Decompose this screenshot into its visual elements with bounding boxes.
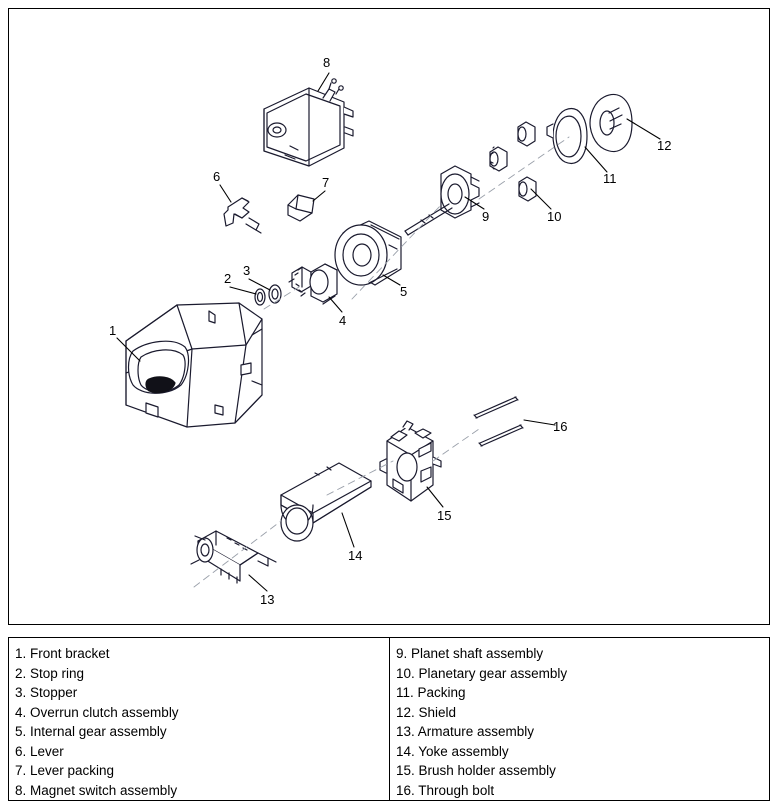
part-brush-holder-assembly xyxy=(380,421,441,501)
legend-item: 4. Overrun clutch assembly xyxy=(15,704,179,720)
legend-item: 9. Planet shaft assembly xyxy=(396,646,544,661)
legend-column-left xyxy=(9,638,389,800)
legend xyxy=(8,637,770,801)
part-lever-packing xyxy=(288,195,314,221)
legend-item: 13. Armature assembly xyxy=(396,724,535,739)
legend-item: 1. Front bracket xyxy=(15,646,110,661)
callout-1: 1 xyxy=(109,323,117,338)
callout-3: 3 xyxy=(243,263,251,278)
part-planet-shaft-assembly xyxy=(405,166,479,235)
callout-6: 6 xyxy=(213,169,221,184)
callout-10: 10 xyxy=(547,209,562,224)
callout-13: 13 xyxy=(260,592,275,607)
callout-12: 12 xyxy=(657,138,672,153)
part-magnet-switch-assembly xyxy=(264,79,353,166)
legend-column-right xyxy=(389,638,769,800)
part-internal-gear-assembly xyxy=(335,221,401,285)
part-stop-ring xyxy=(255,289,265,305)
callout-14: 14 xyxy=(348,548,363,563)
callout-11: 11 xyxy=(603,171,617,186)
callout-2: 2 xyxy=(224,271,232,286)
legend-item: 15. Brush holder assembly xyxy=(396,763,556,778)
exploded-diagram-panel xyxy=(8,8,770,625)
callout-5: 5 xyxy=(400,284,408,299)
callout-8: 8 xyxy=(323,55,331,70)
legend-item: 10. Planetary gear assembly xyxy=(396,665,568,681)
legend-item: 12. Shield xyxy=(396,704,457,720)
legend-item: 8. Magnet switch assembly xyxy=(15,782,178,798)
legend-item: 11. Packing xyxy=(396,685,466,700)
callout-16: 16 xyxy=(553,419,568,434)
callout-4: 4 xyxy=(339,313,347,328)
legend-item: 6. Lever xyxy=(15,743,64,759)
part-lever xyxy=(224,198,261,233)
callout-9: 9 xyxy=(482,209,490,224)
part-shield xyxy=(590,95,632,152)
legend-item: 5. Internal gear assembly xyxy=(15,724,167,739)
callout-15: 15 xyxy=(437,508,452,523)
legend-item: 2. Stop ring xyxy=(15,665,85,681)
exploded-diagram-svg xyxy=(9,9,769,624)
legend-item: 3. Stopper xyxy=(15,685,78,700)
part-through-bolt xyxy=(474,397,523,446)
part-packing xyxy=(547,109,587,164)
legend-item: 7. Lever packing xyxy=(15,763,115,778)
part-front-bracket xyxy=(126,303,262,427)
part-planetary-gear-assembly xyxy=(490,122,536,201)
callout-7: 7 xyxy=(322,175,330,190)
legend-item: 14. Yoke assembly xyxy=(396,743,509,759)
part-yoke-assembly xyxy=(281,463,371,541)
part-stopper xyxy=(269,285,281,303)
legend-item: 16. Through bolt xyxy=(396,782,495,798)
